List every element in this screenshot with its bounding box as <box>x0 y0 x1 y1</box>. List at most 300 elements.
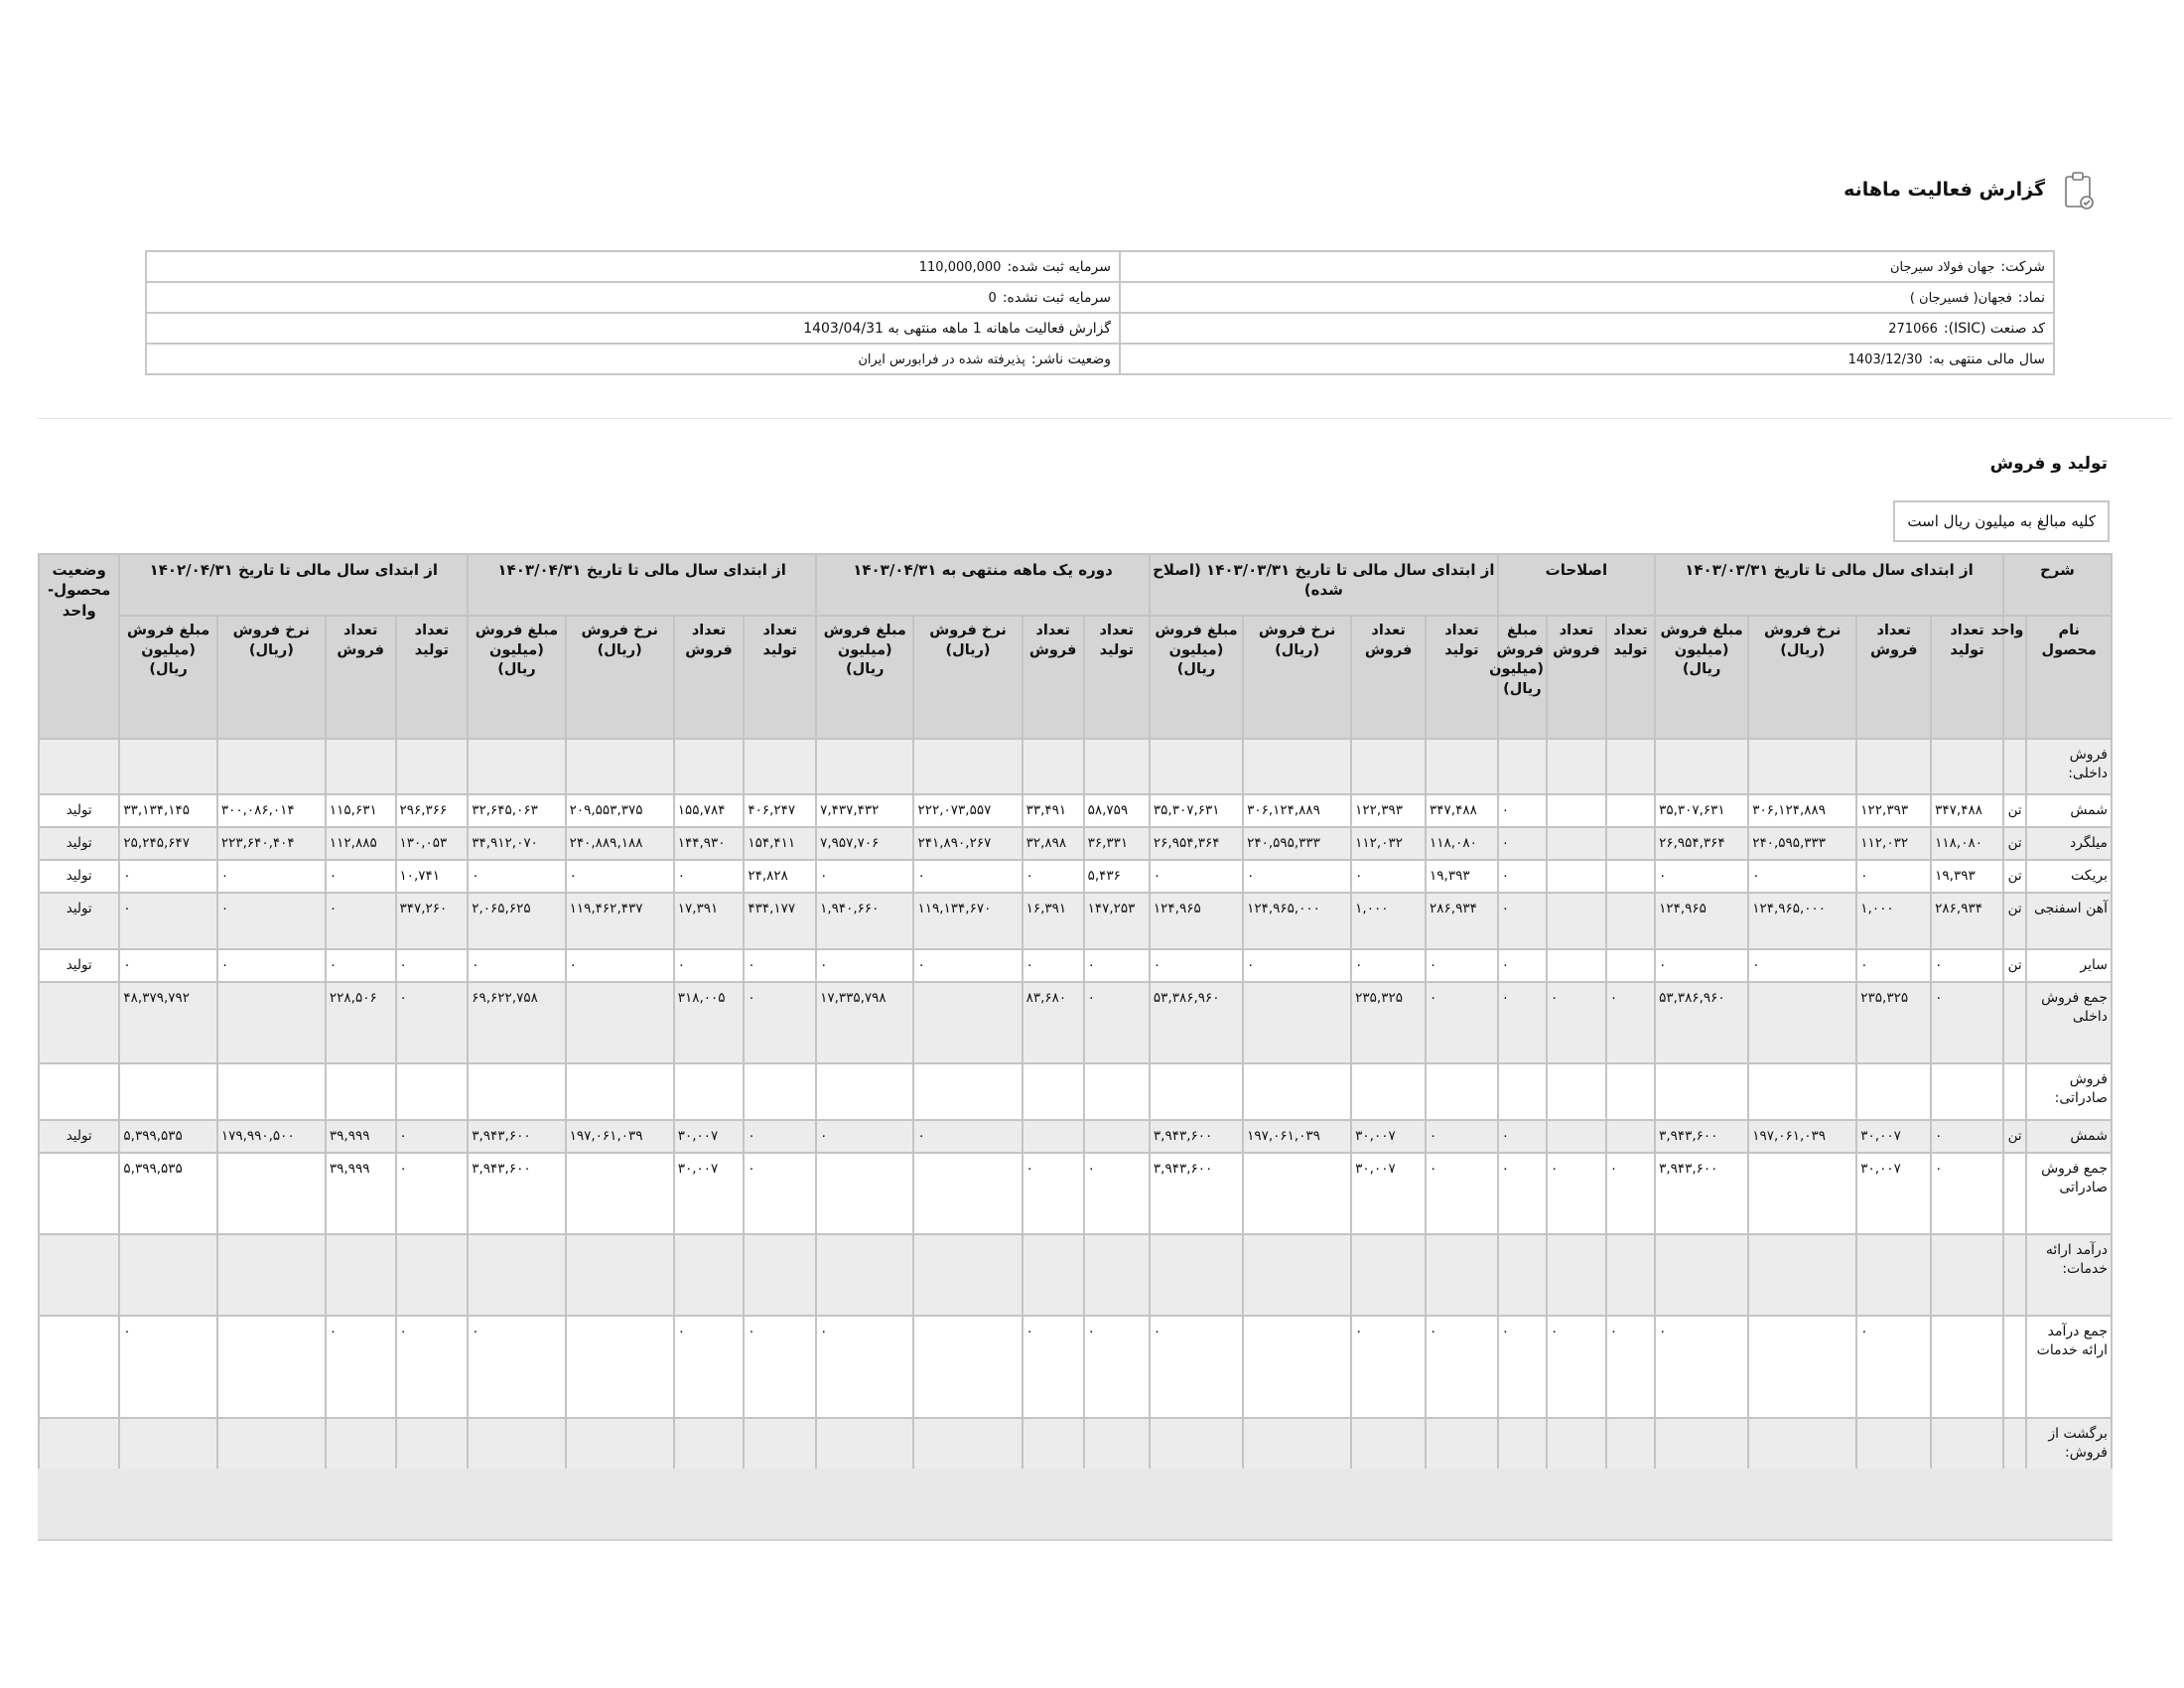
column-header-amount: مبلغ فروش (میلیون ریال) <box>1655 616 1748 739</box>
value-cell <box>1084 739 1150 794</box>
product-name-cell: برگشت از فروش: <box>2026 1418 2112 1475</box>
value-cell <box>119 739 216 794</box>
value-cell <box>396 739 469 794</box>
value-cell <box>396 1063 469 1120</box>
value-cell: ۵,۴۳۶ <box>1084 860 1150 893</box>
value-cell <box>566 1316 674 1418</box>
value-cell <box>1606 893 1655 949</box>
value-cell: ۱۷,۳۹۱ <box>674 893 745 949</box>
value-cell <box>1547 860 1606 893</box>
value-cell: ۰ <box>816 1316 913 1418</box>
column-header-prod-qty: تعداد تولید <box>1084 616 1150 739</box>
table-row <box>39 794 2112 827</box>
value-cell: ۰ <box>1498 827 1547 860</box>
value-cell: ۰ <box>1655 1316 1748 1418</box>
value-cell: ۰ <box>1023 1153 1084 1234</box>
value-cell: ۳۰۰,۰۸۶,۰۱۴ <box>217 794 326 827</box>
value-cell <box>566 1418 674 1475</box>
divider <box>38 418 2172 419</box>
value-cell: ۰ <box>1498 1316 1547 1418</box>
value-cell: ۵,۳۹۹,۵۳۵ <box>119 1120 216 1153</box>
value-cell: ۰ <box>1547 1153 1606 1234</box>
value-cell: ۶۹,۶۲۲,۷۵۸ <box>468 982 565 1063</box>
product-name-cell: فروش صادراتی: <box>2026 1063 2112 1120</box>
value-cell <box>1606 1418 1655 1475</box>
value-cell <box>913 1316 1022 1418</box>
value-cell: ۵۳,۳۸۶,۹۶۰ <box>1655 982 1748 1063</box>
value-cell <box>913 1153 1022 1234</box>
value-cell: ۳۰,۰۰۷ <box>1351 1153 1426 1234</box>
value-cell: ۰ <box>913 1120 1022 1153</box>
value-cell <box>816 739 913 794</box>
value-cell <box>468 1234 565 1316</box>
unit-cell: تن <box>2003 827 2027 860</box>
value-cell <box>1150 739 1243 794</box>
column-header-rate: نرخ فروش (ریال) <box>1243 616 1351 739</box>
value-cell: ۰ <box>1351 949 1426 982</box>
column-header-rate: نرخ فروش (ریال) <box>1748 616 1856 739</box>
value-cell <box>1084 1120 1150 1153</box>
value-cell <box>816 1153 913 1234</box>
report-period-cell: گزارش فعالیت ماهانه 1 ماهه منتهی به 1403/04/31 <box>146 313 1120 344</box>
product-status-cell: تولید <box>39 794 119 827</box>
value-cell: ۳۱۸,۰۰۵ <box>674 982 745 1063</box>
value-cell: ۳,۹۴۳,۶۰۰ <box>1655 1153 1748 1234</box>
value-cell <box>396 1234 469 1316</box>
value-cell: ۰ <box>1606 1153 1655 1234</box>
value-cell <box>1023 739 1084 794</box>
group-header-3: از ابتدای سال مالی تا تاریخ ۱۴۰۳/۰۳/۳۱ (اصلاح شده) <box>1150 554 1498 616</box>
value-cell: ۰ <box>674 949 745 982</box>
value-cell: ۱۹۷,۰۶۱,۰۳۹ <box>566 1120 674 1153</box>
value-cell <box>119 1418 216 1475</box>
value-cell: ۳۰۶,۱۲۴,۸۸۹ <box>1748 794 1856 827</box>
value-cell: ۱۱۵,۶۳۱ <box>326 794 396 827</box>
value-cell <box>1547 949 1606 982</box>
table-row <box>39 827 2112 860</box>
value-cell <box>1498 1234 1547 1316</box>
value-cell: ۰ <box>1084 982 1150 1063</box>
value-cell <box>1931 1316 2003 1418</box>
product-status-cell: تولید <box>39 949 119 982</box>
value-cell: ۰ <box>744 1153 816 1234</box>
value-cell: ۰ <box>913 949 1022 982</box>
value-cell: ۰ <box>1498 893 1547 949</box>
fiscal-year-cell: سال مالی منتهی به:1403/12/30 <box>1120 344 2054 374</box>
value-cell <box>1606 1120 1655 1153</box>
unit-note: کلیه مبالغ به میلیون ریال است <box>1893 500 2110 542</box>
product-status-cell: تولید <box>39 827 119 860</box>
value-cell <box>1023 1063 1084 1120</box>
value-cell: ۰ <box>1547 982 1606 1063</box>
column-header-amount: مبلغ فروش (میلیون ریال) <box>816 616 913 739</box>
value-cell: ۴۰۶,۲۴۷ <box>744 794 816 827</box>
value-cell <box>1084 1234 1150 1316</box>
group-header-6: از ابتدای سال مالی تا تاریخ ۱۴۰۲/۰۴/۳۱ <box>119 554 468 616</box>
value-cell: ۲۲۳,۶۴۰,۴۰۴ <box>217 827 326 860</box>
value-cell: ۳۰,۰۰۷ <box>674 1153 745 1234</box>
value-cell: ۰ <box>396 1153 469 1234</box>
value-cell <box>1748 1316 1856 1418</box>
value-cell: ۰ <box>396 949 469 982</box>
value-cell <box>119 1234 216 1316</box>
value-cell <box>1426 739 1498 794</box>
value-cell <box>566 1234 674 1316</box>
value-cell: ۱۱۲,۸۸۵ <box>326 827 396 860</box>
value-cell <box>1547 739 1606 794</box>
value-cell <box>1606 949 1655 982</box>
value-cell: ۰ <box>1931 1153 2003 1234</box>
value-cell <box>468 1418 565 1475</box>
value-cell: ۳۴۷,۴۸۸ <box>1426 794 1498 827</box>
value-cell: ۰ <box>119 949 216 982</box>
value-cell: ۸۳,۶۸۰ <box>1023 982 1084 1063</box>
value-cell <box>1856 1418 1931 1475</box>
value-cell <box>1243 1063 1351 1120</box>
value-cell: ۰ <box>326 1316 396 1418</box>
value-cell: ۲۵,۲۴۵,۶۴۷ <box>119 827 216 860</box>
value-cell <box>1748 1418 1856 1475</box>
value-cell: ۳۶,۳۳۱ <box>1084 827 1150 860</box>
value-cell: ۱۹۷,۰۶۱,۰۳۹ <box>1243 1120 1351 1153</box>
value-cell <box>913 1418 1022 1475</box>
value-cell: ۰ <box>1426 1153 1498 1234</box>
value-cell: ۲۴۰,۵۹۵,۳۳۳ <box>1748 827 1856 860</box>
value-cell: ۰ <box>1023 860 1084 893</box>
value-cell <box>674 1063 745 1120</box>
value-cell <box>1931 739 2003 794</box>
value-cell: ۲۶,۹۵۴,۳۶۴ <box>1150 827 1243 860</box>
symbol-cell: نماد:فجهان( فسیرجان ) <box>1120 282 2054 313</box>
value-cell <box>566 982 674 1063</box>
value-cell: ۴۸,۳۷۹,۷۹۲ <box>119 982 216 1063</box>
value-cell: ۰ <box>217 860 326 893</box>
value-cell <box>1931 1418 2003 1475</box>
value-cell: ۱۳۰,۰۵۳ <box>396 827 469 860</box>
value-cell: ۱۱۸,۰۸۰ <box>1426 827 1498 860</box>
product-status-cell <box>39 1418 119 1475</box>
value-cell <box>1856 739 1931 794</box>
value-cell <box>326 739 396 794</box>
value-cell: ۰ <box>119 860 216 893</box>
value-cell: ۱۴۷,۲۵۳ <box>1084 893 1150 949</box>
value-cell <box>1547 1120 1606 1153</box>
value-cell <box>1243 1418 1351 1475</box>
value-cell: ۰ <box>744 949 816 982</box>
product-name-cell: آهن اسفنجی <box>2026 893 2112 949</box>
table-row <box>39 1316 2112 1418</box>
value-cell: ۰ <box>1498 1153 1547 1234</box>
value-cell <box>326 1418 396 1475</box>
value-cell: ۰ <box>396 1120 469 1153</box>
value-cell: ۳۰,۰۰۷ <box>1856 1120 1931 1153</box>
value-cell <box>1150 1063 1243 1120</box>
value-cell: ۰ <box>468 860 565 893</box>
unit-cell <box>2003 1153 2027 1234</box>
value-cell: ۲۴۱,۸۹۰,۲۶۷ <box>913 827 1022 860</box>
company-info-table <box>145 250 2055 375</box>
product-status-cell <box>39 739 119 794</box>
publisher-status-cell: وضعیت ناشر:پذیرفته شده در فرابورس ایران <box>146 344 1120 374</box>
value-cell: ۰ <box>1150 949 1243 982</box>
value-cell: ۲۸۶,۹۳۴ <box>1426 893 1498 949</box>
value-cell: ۳,۹۴۳,۶۰۰ <box>468 1120 565 1153</box>
value-cell <box>1748 1153 1856 1234</box>
value-cell <box>217 1234 326 1316</box>
value-cell <box>1856 1063 1931 1120</box>
value-cell: ۴۳۴,۱۷۷ <box>744 893 816 949</box>
value-cell: ۰ <box>1498 1120 1547 1153</box>
value-cell <box>217 1153 326 1234</box>
product-name-cell: شمش <box>2026 1120 2112 1153</box>
value-cell: ۳۹,۹۹۹ <box>326 1153 396 1234</box>
unit-cell: تن <box>2003 949 2027 982</box>
value-cell <box>566 1153 674 1234</box>
group-header-4: دوره یک ماهه منتهی به ۱۴۰۳/۰۴/۳۱ <box>816 554 1150 616</box>
value-cell <box>396 1418 469 1475</box>
page-title: گزارش فعالیت ماهانه <box>1843 179 2045 201</box>
value-cell: ۰ <box>1498 860 1547 893</box>
table-footer <box>38 1469 2113 1541</box>
column-header-sale-qty: تعداد فروش <box>1856 616 1931 739</box>
isic-cell: کد صنعت (ISIC):271066 <box>1120 313 2054 344</box>
value-cell: ۰ <box>1243 949 1351 982</box>
value-cell: ۰ <box>1426 1120 1498 1153</box>
value-cell: ۲۹۶,۳۶۶ <box>396 794 469 827</box>
value-cell: ۳۹,۹۹۹ <box>326 1120 396 1153</box>
production-sales-table <box>38 553 2113 1476</box>
value-cell <box>1606 739 1655 794</box>
value-cell <box>1655 1063 1748 1120</box>
column-header-sale-qty: تعداد فروش <box>326 616 396 739</box>
value-cell <box>1351 739 1426 794</box>
table-row <box>39 1153 2112 1234</box>
value-cell <box>1243 1234 1351 1316</box>
value-cell <box>1655 739 1748 794</box>
value-cell <box>217 739 326 794</box>
unit-cell: تن <box>2003 893 2027 949</box>
product-name-cell: بریکت <box>2026 860 2112 893</box>
clipboard-check-icon <box>2063 171 2095 211</box>
value-cell <box>1351 1063 1426 1120</box>
table-row <box>39 893 2112 949</box>
value-cell <box>1426 1234 1498 1316</box>
table-row <box>39 1418 2112 1475</box>
value-cell <box>744 1063 816 1120</box>
value-cell: ۰ <box>816 949 913 982</box>
value-cell: ۳۰,۰۰۷ <box>674 1120 745 1153</box>
unit-cell <box>2003 1418 2027 1475</box>
value-cell: ۳۴,۹۱۲,۰۷۰ <box>468 827 565 860</box>
value-cell: ۰ <box>674 860 745 893</box>
value-cell: ۰ <box>1748 860 1856 893</box>
product-status-cell <box>39 1063 119 1120</box>
value-cell: ۰ <box>326 893 396 949</box>
value-cell <box>1426 1418 1498 1475</box>
value-cell <box>1498 1418 1547 1475</box>
product-name-cell: فروش داخلی: <box>2026 739 2112 794</box>
registered-capital-cell: سرمایه ثبت شده:110,000,000 <box>146 251 1120 282</box>
product-name-cell: سایر <box>2026 949 2112 982</box>
value-cell <box>1606 827 1655 860</box>
unregistered-capital-cell: سرمایه ثبت نشده:0 <box>146 282 1120 313</box>
product-name-cell: شمش <box>2026 794 2112 827</box>
value-cell: ۵,۳۹۹,۵۳۵ <box>119 1153 216 1234</box>
value-cell <box>119 1063 216 1120</box>
column-header-amount: مبلغ فروش (میلیون ریال) <box>119 616 216 739</box>
value-cell: ۰ <box>1606 1316 1655 1418</box>
column-header-amount: مبلغ فروش (میلیون ریال) <box>1498 616 1547 739</box>
column-header-name: نام محصول <box>2026 616 2112 739</box>
value-cell: ۰ <box>1748 949 1856 982</box>
value-cell <box>1748 1234 1856 1316</box>
value-cell <box>1243 739 1351 794</box>
value-cell: ۰ <box>1023 1316 1084 1418</box>
value-cell: ۲۶,۹۵۴,۳۶۴ <box>1655 827 1748 860</box>
value-cell: ۲۴,۸۲۸ <box>744 860 816 893</box>
value-cell <box>566 739 674 794</box>
unit-cell <box>2003 739 2027 794</box>
value-cell <box>816 1418 913 1475</box>
value-cell <box>913 739 1022 794</box>
value-cell: ۰ <box>1150 1316 1243 1418</box>
value-cell: ۳,۹۴۳,۶۰۰ <box>1150 1153 1243 1234</box>
table-row <box>39 1120 2112 1153</box>
value-cell: ۳۰,۰۰۷ <box>1351 1120 1426 1153</box>
table-row <box>39 860 2112 893</box>
value-cell <box>1243 1316 1351 1418</box>
value-cell <box>468 739 565 794</box>
value-cell <box>744 739 816 794</box>
value-cell: ۱۹,۳۹۳ <box>1931 860 2003 893</box>
value-cell: ۰ <box>744 1316 816 1418</box>
table-row <box>39 982 2112 1063</box>
product-status-cell <box>39 1234 119 1316</box>
value-cell <box>1606 794 1655 827</box>
value-cell: ۰ <box>1856 860 1931 893</box>
value-cell: ۰ <box>1498 949 1547 982</box>
value-cell: ۱۲۴,۹۶۵,۰۰۰ <box>1748 893 1856 949</box>
value-cell: ۰ <box>674 1316 745 1418</box>
value-cell: ۱۵۵,۷۸۴ <box>674 794 745 827</box>
value-cell <box>566 1063 674 1120</box>
product-status-cell: تولید <box>39 1120 119 1153</box>
value-cell <box>1606 860 1655 893</box>
value-cell: ۰ <box>1084 949 1150 982</box>
value-cell <box>1655 1418 1748 1475</box>
value-cell <box>1547 1234 1606 1316</box>
value-cell: ۱۱۲,۰۳۲ <box>1856 827 1931 860</box>
value-cell <box>913 982 1022 1063</box>
value-cell: ۱۲۲,۳۹۳ <box>1856 794 1931 827</box>
value-cell: ۲۲۸,۵۰۶ <box>326 982 396 1063</box>
value-cell: ۳,۹۴۳,۶۰۰ <box>1655 1120 1748 1153</box>
value-cell: ۰ <box>217 893 326 949</box>
column-header-sale-qty: تعداد فروش <box>1351 616 1426 739</box>
value-cell <box>1748 982 1856 1063</box>
value-cell <box>1547 893 1606 949</box>
value-cell: ۰ <box>1606 982 1655 1063</box>
value-cell <box>1748 1063 1856 1120</box>
unit-cell: تن <box>2003 1120 2027 1153</box>
value-cell <box>913 1234 1022 1316</box>
value-cell: ۰ <box>1547 1316 1606 1418</box>
value-cell: ۰ <box>1498 982 1547 1063</box>
value-cell: ۰ <box>1084 1316 1150 1418</box>
value-cell <box>1498 739 1547 794</box>
unit-cell: تن <box>2003 860 2027 893</box>
value-cell: ۲۸۶,۹۳۴ <box>1931 893 2003 949</box>
value-cell: ۰ <box>913 860 1022 893</box>
value-cell: ۰ <box>1856 1316 1931 1418</box>
column-header-rate: نرخ فروش (ریال) <box>566 616 674 739</box>
value-cell: ۷,۴۳۷,۴۳۲ <box>816 794 913 827</box>
value-cell: ۰ <box>1655 860 1748 893</box>
value-cell <box>744 1418 816 1475</box>
group-header-1: از ابتدای سال مالی تا تاریخ ۱۴۰۳/۰۳/۳۱ <box>1655 554 2003 616</box>
value-cell <box>1748 739 1856 794</box>
value-cell: ۰ <box>1150 860 1243 893</box>
product-status-cell: تولید <box>39 860 119 893</box>
value-cell: ۱,۰۰۰ <box>1351 893 1426 949</box>
value-cell: ۳۵,۳۰۷,۶۳۱ <box>1655 794 1748 827</box>
column-header-prod-qty: تعداد تولید <box>1931 616 2003 739</box>
value-cell: ۰ <box>217 949 326 982</box>
value-cell <box>217 1316 326 1418</box>
value-cell: ۳۰,۰۰۷ <box>1856 1153 1931 1234</box>
value-cell <box>1547 1418 1606 1475</box>
company-cell: شرکت:جهان فولاد سیرجان <box>1120 251 2054 282</box>
value-cell: ۱۹,۳۹۳ <box>1426 860 1498 893</box>
value-cell: ۰ <box>1426 1316 1498 1418</box>
value-cell <box>1931 1063 2003 1120</box>
value-cell: ۰ <box>744 1120 816 1153</box>
unit-cell <box>2003 1234 2027 1316</box>
value-cell: ۱۱۹,۱۳۴,۶۷۰ <box>913 893 1022 949</box>
value-cell <box>1606 1234 1655 1316</box>
value-cell <box>1547 827 1606 860</box>
value-cell: ۰ <box>1498 794 1547 827</box>
column-header-amount: مبلغ فروش (میلیون ریال) <box>468 616 565 739</box>
table-row <box>39 1063 2112 1120</box>
value-cell: ۱۹۷,۰۶۱,۰۳۹ <box>1748 1120 1856 1153</box>
value-cell: ۱۰,۷۴۱ <box>396 860 469 893</box>
value-cell: ۱۵۴,۴۱۱ <box>744 827 816 860</box>
value-cell: ۲,۰۶۵,۶۲۵ <box>468 893 565 949</box>
value-cell <box>1023 1120 1084 1153</box>
value-cell <box>1084 1063 1150 1120</box>
value-cell <box>1243 1153 1351 1234</box>
value-cell <box>674 739 745 794</box>
value-cell: ۳۰۶,۱۲۴,۸۸۹ <box>1243 794 1351 827</box>
table-row <box>39 739 2112 794</box>
value-cell <box>326 1063 396 1120</box>
column-header-prod-qty: تعداد تولید <box>744 616 816 739</box>
value-cell: ۰ <box>744 982 816 1063</box>
value-cell: ۳۴۷,۴۸۸ <box>1931 794 2003 827</box>
value-cell <box>674 1418 745 1475</box>
product-name-cell: جمع فروش داخلی <box>2026 982 2112 1063</box>
value-cell: ۰ <box>1426 949 1498 982</box>
value-cell <box>1547 794 1606 827</box>
value-cell: ۰ <box>1084 1153 1150 1234</box>
value-cell <box>1023 1234 1084 1316</box>
table-row <box>39 949 2112 982</box>
value-cell <box>468 1063 565 1120</box>
value-cell: ۰ <box>1931 1120 2003 1153</box>
value-cell: ۱۴۴,۹۳۰ <box>674 827 745 860</box>
unit-cell <box>2003 1316 2027 1418</box>
